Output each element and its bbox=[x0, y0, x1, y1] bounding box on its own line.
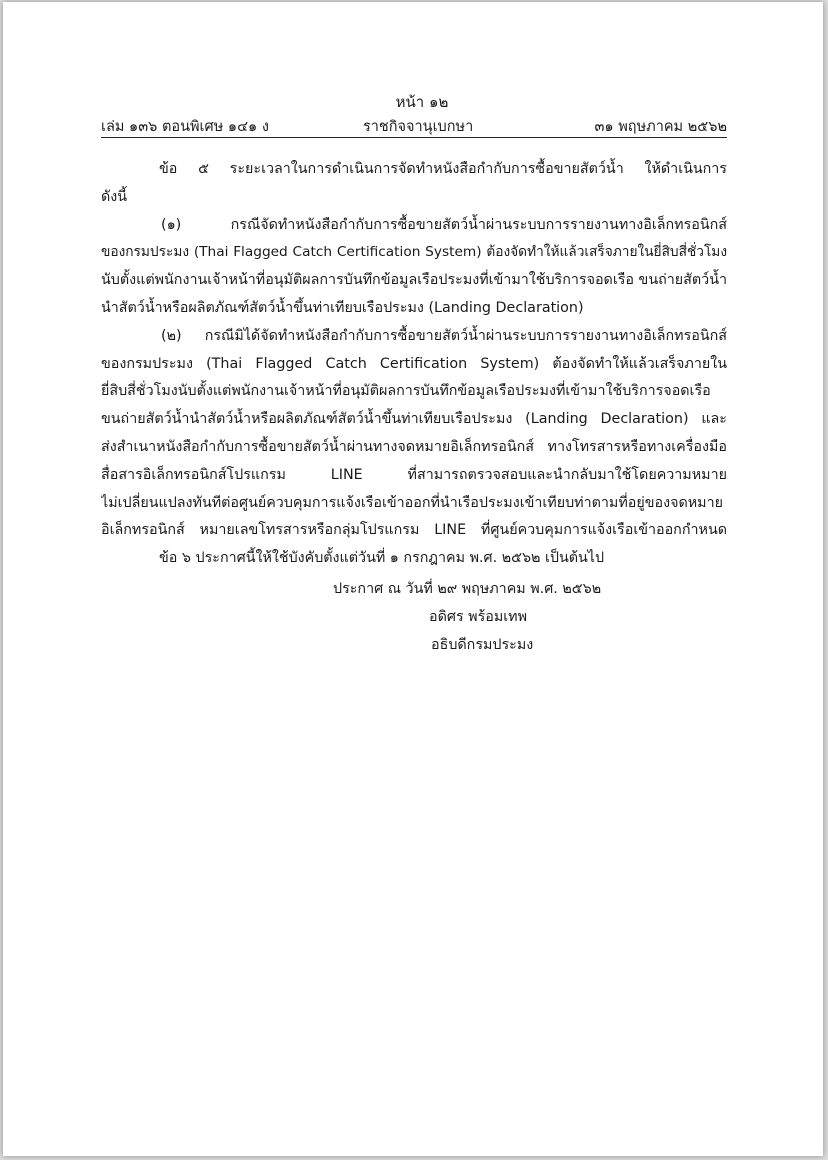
text-line: นำสัตว์น้ำหรือผลิตภัณฑ์สัตว์น้ำขึ้นท่าเทียบเรือประมง (Landing Declaration) bbox=[101, 299, 584, 316]
signatory-position: อธิบดีกรมประมง bbox=[431, 637, 534, 653]
text-line: ดังนี้ bbox=[101, 188, 128, 205]
document-page bbox=[3, 2, 823, 1156]
text-line: ยี่สิบสี่ชั่วโมงนับตั้งแต่พนักงานเจ้าหน้าที่อนุมัติผลการบันทึกข้อมูลเรือประมงที่เข้ามาใช้บริการจอดเรือ bbox=[101, 383, 711, 400]
text-line: ข้อ ๕ ระยะเวลาในการดำเนินการจัดทำหนังสือกำกับการซื้อขายสัตว์น้ำ ให้ดำเนินการ bbox=[159, 161, 727, 177]
text-line: สื่อสารอิเล็กทรอนิกส์โปรแกรม LINE ที่สามารถตรวจสอบและนำกลับมาใช้โดยความหมาย bbox=[101, 466, 727, 483]
page-number: หน้า ๑๒ bbox=[395, 93, 449, 111]
text-line: ของกรมประมง (Thai Flagged Catch Certification System) ต้องจัดทำให้แล้วเสร็จภายใน bbox=[101, 355, 727, 372]
text-line: ของกรมประมง (Thai Flagged Catch Certification System) ต้องจัดทำให้แล้วเสร็จภายในยี่สิบสี่ชั่วโมง bbox=[101, 244, 727, 261]
gazette-header bbox=[101, 115, 727, 138]
announcement-body bbox=[101, 156, 727, 573]
publication-date: ๓๑ พฤษภาคม ๒๕๖๒ bbox=[594, 119, 727, 135]
text-line: ข้อ ๖ ประกาศนี้ให้ใช้บังคับตั้งแต่วันที่ ๑ กรกฎาคม พ.ศ. ๒๕๖๒ เป็นต้นไป bbox=[159, 550, 605, 567]
announcement-date: ประกาศ ณ วันที่ ๒๙ พฤษภาคม พ.ศ. ๒๕๖๒ bbox=[333, 581, 602, 597]
text-line: อิเล็กทรอนิกส์ หมายเลขโทรสารหรือกลุ่มโปรแกรม LINE ที่ศูนย์ควบคุมการแจ้งเรือเข้าออกกำหนด bbox=[101, 522, 727, 539]
text-line: นับตั้งแต่พนักงานเจ้าหน้าที่อนุมัติผลการบันทึกข้อมูลเรือประมงที่เข้ามาใช้บริการจอดเรือ ขนถ่ายสัตว์น้ำ bbox=[101, 272, 727, 289]
text-line: (๑) กรณีจัดทำหนังสือกำกับการซื้อขายสัตว์น้ำผ่านระบบการรายงานทางอิเล็กทรอนิกส์ bbox=[161, 216, 727, 233]
gazette-name: ราชกิจจานุเบกษา bbox=[363, 119, 474, 135]
signatory-name: อดิศร พร้อมเทพ bbox=[429, 609, 528, 625]
text-line: ไม่เปลี่ยนแปลงทันทีต่อศูนย์ควบคุมการแจ้งเรือเข้าออกที่นำเรือประมงเข้าเทียบท่าตามที่อยู่ของจดหมาย bbox=[101, 494, 723, 511]
text-line: (๒) กรณีมิได้จัดทำหนังสือกำกับการซื้อขายสัตว์น้ำผ่านระบบการรายงานทางอิเล็กทรอนิกส์ bbox=[161, 327, 727, 344]
text-line: ส่งสำเนาหนังสือกำกับการซื้อขายสัตว์น้ำผ่านทางจดหมายอิเล็กทรอนิกส์ ทางโทรสารหรือทางเครื่องมือ bbox=[101, 438, 727, 455]
volume-info: เล่ม ๑๓๖ ตอนพิเศษ ๑๔๑ ง bbox=[101, 119, 269, 135]
text-line: ขนถ่ายสัตว์น้ำนำสัตว์น้ำหรือผลิตภัณฑ์สัตว์น้ำขึ้นท่าเทียบเรือประมง (Landing Declaration) และ bbox=[101, 411, 727, 428]
